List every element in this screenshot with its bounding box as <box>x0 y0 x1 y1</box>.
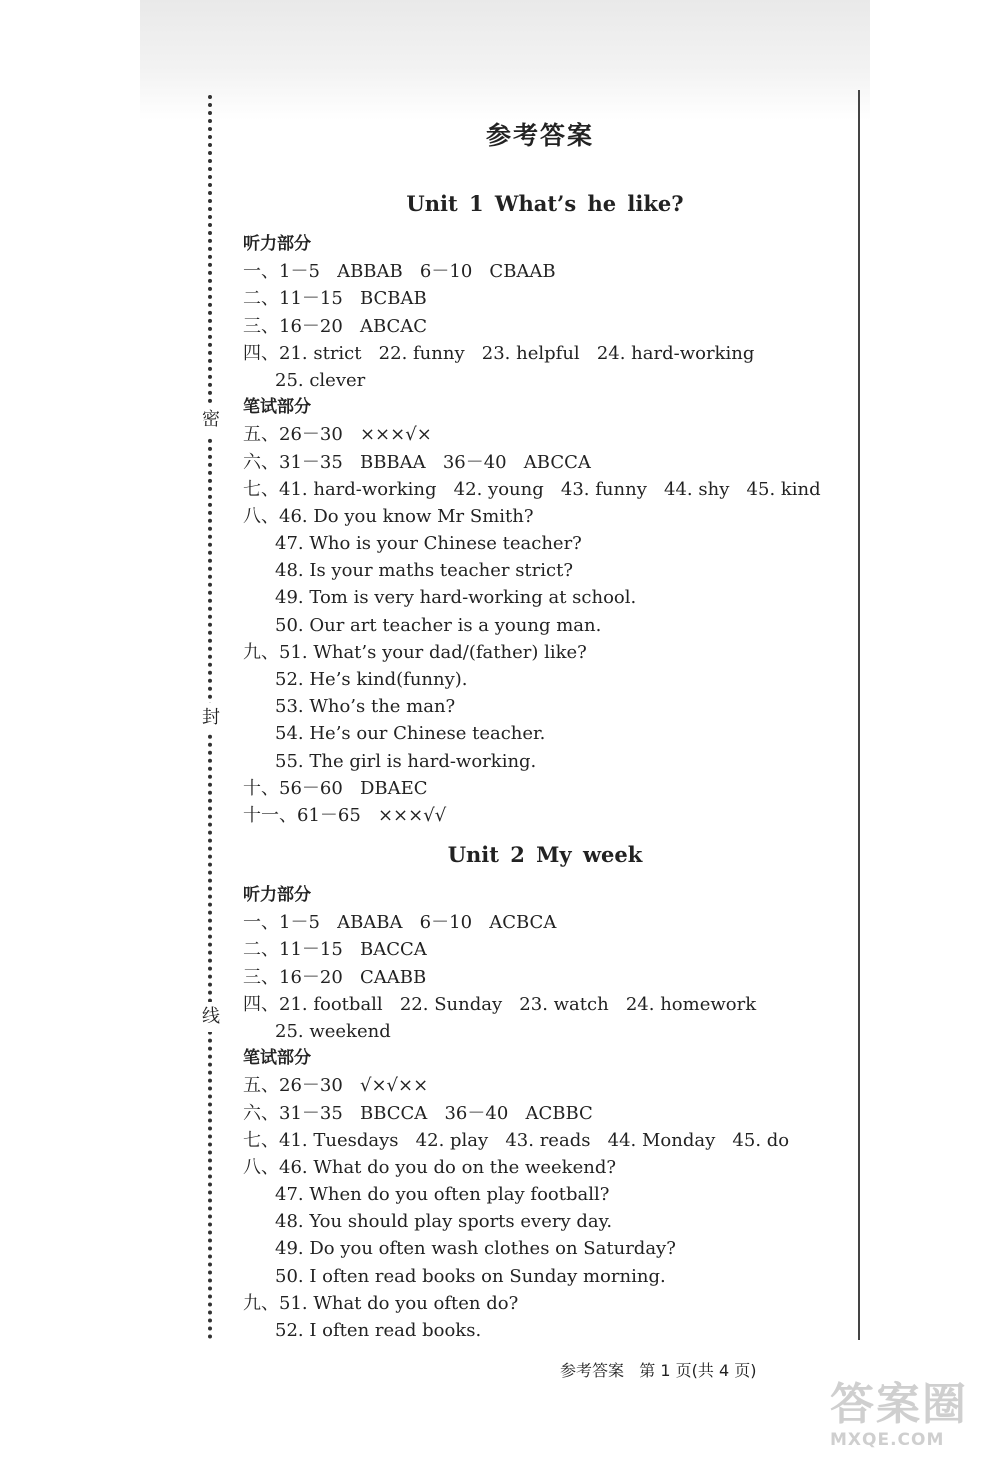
answer-line: 50. Our art teacher is a young man. <box>275 614 602 636</box>
answer-line: 54. He’s our Chinese teacher. <box>275 723 546 745</box>
answer-line: 25. weekend <box>275 1020 391 1042</box>
page-footer: 参考答案 第 1 页(共 4 页) <box>560 1361 757 1380</box>
section-heading: 听力部分 <box>243 234 311 254</box>
answer-line: 八、46. Do you know Mr Smith? <box>243 505 534 527</box>
unit-2-answers <box>243 882 853 1344</box>
section-heading: 笔试部分 <box>243 1048 311 1069</box>
answer-line: 47. When do you often play football? <box>275 1184 610 1206</box>
watermark-url: MXQE.COM <box>830 1430 945 1450</box>
answer-line: 九、51. What’s your dad/(father) like? <box>243 641 587 663</box>
answer-line: 53. Who’s the man? <box>275 696 456 718</box>
answer-line: 52. I often read books. <box>275 1320 482 1341</box>
answer-line: 三、16－20 ABCAC <box>243 315 428 337</box>
answer-line: 55. The girl is hard-working. <box>275 750 537 772</box>
binding-label-seal: 密 <box>196 405 226 435</box>
scan-shading <box>140 0 870 120</box>
answer-line: 三、16－20 CAABB <box>243 966 427 988</box>
answer-line: 四、21. strict 22. funny 23. helpful 24. hard-working <box>243 342 755 364</box>
unit-1-title: Unit 1 What’s he like? <box>406 191 684 216</box>
answer-line: 47. Who is your Chinese teacher? <box>275 533 582 555</box>
unit-2-title: Unit 2 My week <box>447 842 643 867</box>
answer-line: 六、31－35 BBBAA 36－40 ABCCA <box>243 451 591 473</box>
answer-line: 49. Do you often wash clothes on Saturday? <box>275 1238 676 1260</box>
watermark-logo <box>830 1380 1000 1470</box>
answer-line: 五、26－30 √×√×× <box>243 1075 429 1097</box>
answer-line: 十一、61－65 ×××√√ <box>243 804 447 826</box>
answer-line: 二、11－15 BCBAB <box>243 288 427 310</box>
answer-line: 八、46. What do you do on the weekend? <box>243 1156 616 1178</box>
answer-line: 九、51. What do you often do? <box>243 1292 519 1314</box>
section-heading: 听力部分 <box>243 885 311 905</box>
answer-line: 49. Tom is very hard-working at school. <box>275 587 637 609</box>
unit-1-answers <box>243 231 853 829</box>
answer-line: 七、41. hard-working 42. young 43. funny 44. shy 45. kind <box>243 478 821 500</box>
answer-line: 四、21. football 22. Sunday 23. watch 24. homework <box>243 993 757 1015</box>
answer-line: 48. You should play sports every day. <box>275 1211 613 1233</box>
answer-line: 二、11－15 BACCA <box>243 939 427 961</box>
answer-line: 五、26－30 ×××√× <box>243 424 432 446</box>
answer-line: 25. clever <box>275 369 366 391</box>
answer-line: 六、31－35 BBCCA 36－40 ACBBC <box>243 1102 593 1124</box>
answer-line: 48. Is your maths teacher strict? <box>275 560 573 582</box>
answer-line: 十、56－60 DBAEC <box>243 777 428 799</box>
answer-line: 一、1－5 ABABA 6－10 ACBCA <box>243 912 557 934</box>
answer-line: 52. He’s kind(funny). <box>275 669 468 690</box>
right-margin-rule <box>858 90 860 1340</box>
answer-line: 一、1－5 ABBAB 6－10 CBAAB <box>243 261 556 283</box>
page-title: 参考答案 <box>485 121 594 150</box>
binding-label-seal-2: 封 <box>196 703 226 733</box>
answer-line: 50. I often read books on Sunday morning. <box>275 1265 666 1287</box>
answer-line: 七、41. Tuesdays 42. play 43. reads 44. Monday 45. do <box>243 1129 790 1151</box>
watermark-text: 答案圈 <box>830 1379 968 1430</box>
binding-label-line: 线 <box>196 1002 226 1032</box>
section-heading: 笔试部分 <box>243 397 311 418</box>
